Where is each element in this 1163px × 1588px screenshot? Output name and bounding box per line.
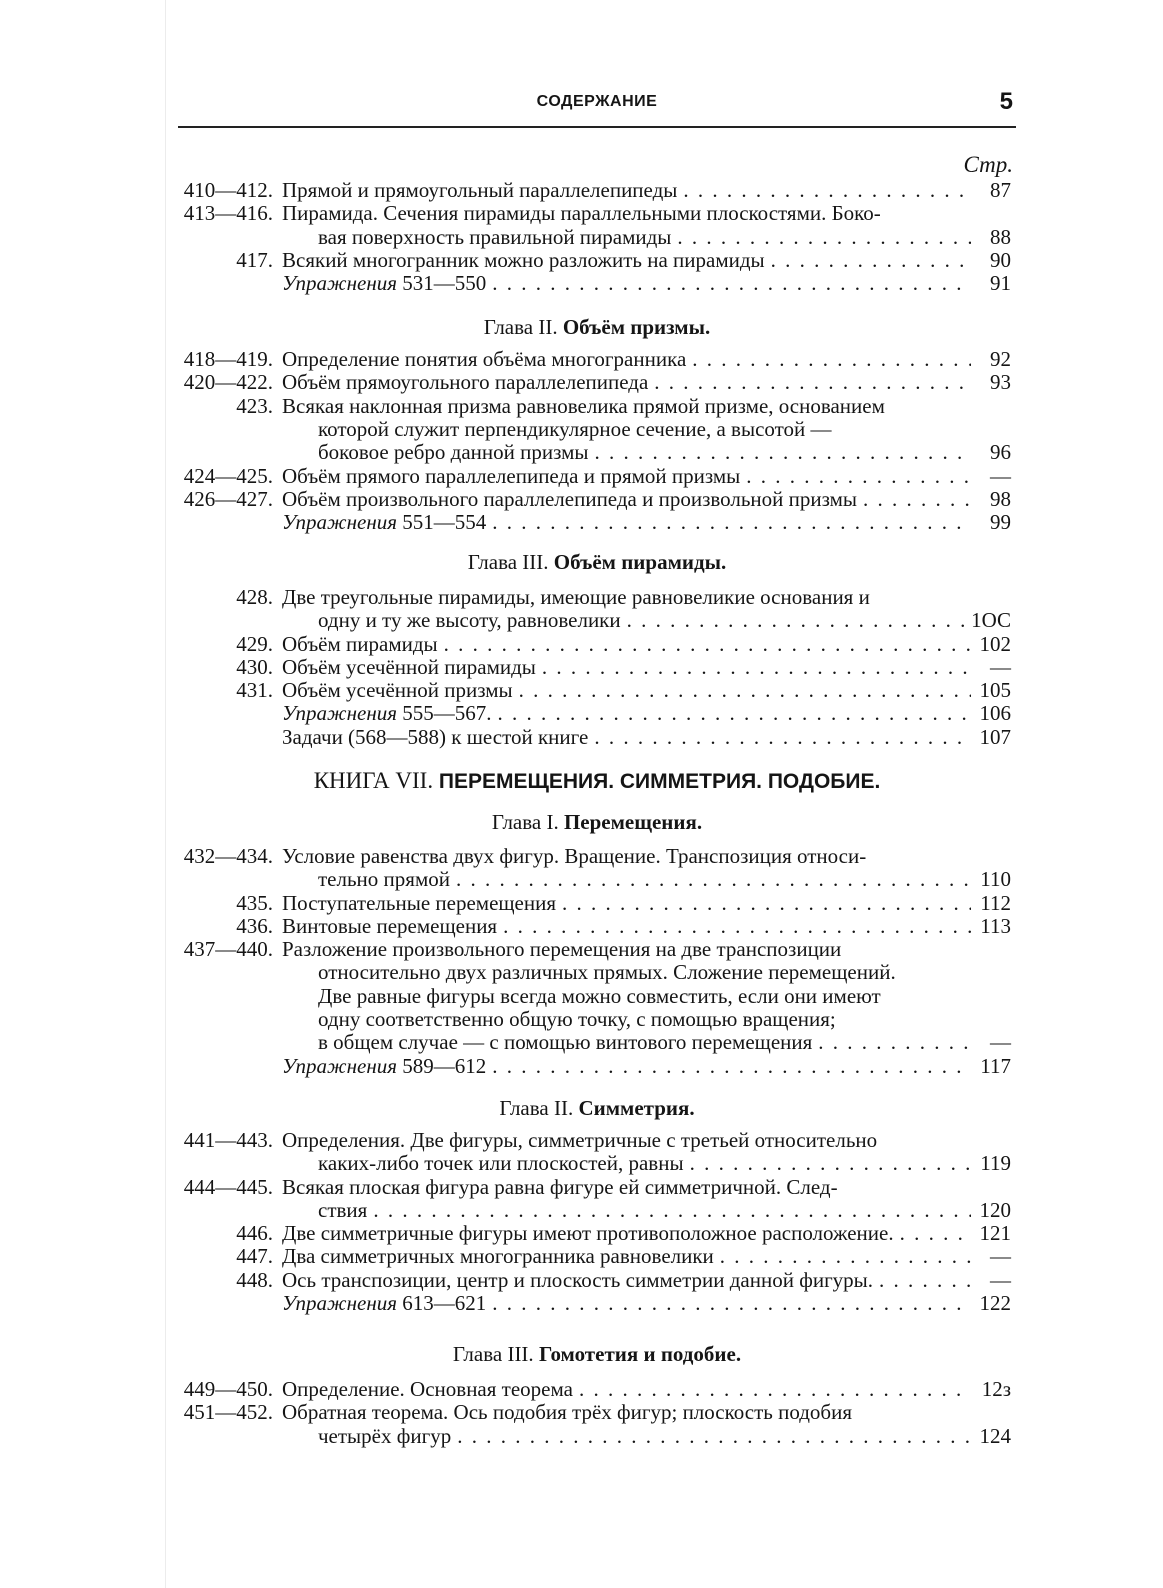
exercise-label-text: Упражнения [282, 271, 397, 295]
entry-title: Объём прямого параллелепипеда и прямой призмы [282, 464, 741, 488]
entry-text [282, 1400, 971, 1424]
toc-line [178, 585, 1016, 609]
entry-number: 432—434. [183, 844, 273, 868]
entry-text [318, 867, 971, 891]
entry-text [282, 1175, 971, 1199]
entry-page: 91 [990, 271, 1011, 295]
exercise-range: 551—554 [402, 510, 487, 534]
entry-page: 88 [990, 225, 1011, 249]
chapter-heading [178, 313, 1016, 341]
entry-title: Обратная теорема. Ось подобия трёх фигур; плоскость подобия [282, 1400, 853, 1424]
entry-title: Прямой и прямоугольный параллелепипеды [282, 178, 678, 202]
entry-text [318, 1198, 971, 1222]
entry-title: четырёх фигур [318, 1424, 452, 1448]
toc-line [178, 394, 1016, 418]
entry-title: которой служит перпендикулярное сечение, а высотой — [318, 417, 832, 441]
leader-dots [654, 370, 971, 394]
entry-number: 429. [236, 632, 273, 656]
entry-page: — [990, 1268, 1011, 1292]
toc-line [178, 1377, 1016, 1401]
page-number: 5 [999, 88, 1013, 115]
page-column-label: Стр. [963, 152, 1013, 177]
entry-text [282, 394, 971, 418]
chapter-title: Симметрия. [578, 1096, 695, 1120]
toc-line [178, 1151, 1016, 1175]
leader-dots [863, 487, 971, 511]
toc-line [178, 632, 1016, 656]
entry-page: — [990, 1244, 1011, 1268]
entry-page: — [990, 655, 1011, 679]
exercise-label-text: Упражнения [282, 510, 397, 534]
chapter-heading [178, 808, 1016, 836]
toc-line [178, 891, 1016, 915]
toc-line [178, 201, 1016, 225]
entry-number: 447. [236, 1244, 273, 1268]
entry-number: 410—412. [183, 178, 273, 202]
entry-number: 446. [236, 1221, 273, 1245]
exercise-label-text: Упражнения [282, 1054, 397, 1078]
entry-title: Определение. Основная теорема [282, 1377, 573, 1401]
entry-number: 418—419. [183, 347, 273, 371]
toc-line [178, 417, 1016, 441]
entry-title: Поступательные перемещения [282, 891, 557, 915]
entry-text [282, 1291, 971, 1315]
toc-line [178, 608, 1016, 632]
entry-page: 96 [990, 440, 1011, 464]
entry-title: Две симметричные фигуры имеют противоположное расположение. [282, 1221, 894, 1245]
toc-line [178, 440, 1016, 464]
entry-text [282, 248, 971, 272]
leader-dots [683, 178, 971, 202]
toc-line [178, 701, 1016, 725]
entry-page: 119 [980, 1151, 1011, 1175]
entry-title: Две треугольные пирамиды, имеющие равновеликие основания и [282, 585, 870, 609]
leader-dots [498, 701, 972, 725]
entry-title: одну соответственно общую точку, с помощью вращения; [318, 1007, 836, 1031]
entry-title: вая поверхность правильной пирамиды [318, 225, 672, 249]
entry-title: Объём усечённой призмы [282, 678, 513, 702]
toc-line [178, 655, 1016, 679]
leader-dots [492, 1054, 971, 1078]
scan-edge [165, 0, 166, 1588]
entry-title: Задачи (568—588) к шестой книге [282, 725, 589, 749]
chapter-label: Глава II. [499, 1096, 574, 1120]
entry-title: Объём усечённой пирамиды [282, 655, 536, 679]
entry-title: Ось транспозиции, центр и плоскость симметрии данной фигуры. [282, 1268, 874, 1292]
entry-text [282, 271, 971, 295]
entry-text [282, 585, 971, 609]
exercise-label [282, 510, 486, 534]
entry-text [282, 1377, 971, 1401]
entry-page: 1ОС [971, 608, 1011, 632]
leader-dots [771, 248, 971, 272]
entry-text [318, 1424, 971, 1448]
leader-dots [492, 510, 971, 534]
entry-title: Всякая наклонная призма равновелика прямой призме, основанием [282, 394, 885, 418]
entry-number: 444—445. [183, 1175, 273, 1199]
entry-text [282, 891, 971, 915]
entry-number: 437—440. [183, 937, 273, 961]
entry-text [282, 914, 971, 938]
entry-title: Разложение произвольного перемещения на две транспозиции [282, 937, 842, 961]
exercise-range: 613—621 [402, 1291, 487, 1315]
entry-text [318, 225, 971, 249]
entry-page: 99 [990, 510, 1011, 534]
entry-title: Определение понятия объёма многогранника [282, 347, 687, 371]
entry-text [282, 1244, 971, 1268]
chapter-title: Гомотетия и подобие. [538, 1342, 742, 1366]
leader-dots [457, 1424, 971, 1448]
entry-number: 413—416. [183, 201, 273, 225]
leader-dots [690, 1151, 971, 1175]
entry-page: 106 [979, 701, 1011, 725]
entry-page: 93 [990, 370, 1011, 394]
entry-text [318, 1030, 971, 1054]
entry-text [318, 960, 971, 984]
toc-line [178, 1198, 1016, 1222]
entry-text [282, 178, 971, 202]
toc-line [178, 225, 1016, 249]
exercise-label-text: Упражнения [282, 1291, 397, 1315]
entry-page: 107 [979, 725, 1011, 749]
entry-page: 92 [990, 347, 1011, 371]
entry-title: каких-либо точек или плоскостей, равны [318, 1151, 684, 1175]
entry-text [282, 1268, 971, 1292]
book-heading [178, 766, 1016, 796]
exercise-label [282, 1054, 486, 1078]
entry-title: Объём произвольного параллелепипеда и произвольной призмы [282, 487, 858, 511]
toc-line [178, 347, 1016, 371]
entry-page: 112 [980, 891, 1011, 915]
entry-text [282, 1054, 971, 1078]
chapter-heading [178, 1340, 1016, 1368]
entry-page: 90 [990, 248, 1011, 272]
entry-number: 448. [236, 1268, 273, 1292]
leader-dots [879, 1268, 971, 1292]
entry-text [318, 608, 971, 632]
entry-number: 449—450. [183, 1377, 273, 1401]
entry-text [282, 1128, 971, 1152]
toc-line [178, 1291, 1016, 1315]
entry-text [282, 370, 971, 394]
entry-text [282, 678, 971, 702]
entry-page: 122 [979, 1291, 1011, 1315]
toc-line [178, 1424, 1016, 1448]
entry-title: тельно прямой [318, 867, 450, 891]
exercise-range: 531—550 [402, 271, 487, 295]
entry-title: одну и ту же высоту, равновелики [318, 608, 621, 632]
entry-title: Всякая плоская фигура равна фигуре ей симметричной. След- [282, 1175, 838, 1199]
leader-dots [542, 655, 971, 679]
entry-number: 441—443. [183, 1128, 273, 1152]
entry-text [282, 655, 971, 679]
entry-title: Две равные фигуры всегда можно совместить, если они имеют [318, 984, 881, 1008]
leader-dots [594, 725, 971, 749]
toc-line [178, 678, 1016, 702]
toc-line [178, 1400, 1016, 1424]
entry-title: Определения. Две фигуры, симметричные с третьей относительно [282, 1128, 878, 1152]
chapter-label: Глава II. [483, 315, 558, 339]
entry-text [282, 1221, 971, 1245]
leader-dots [595, 440, 971, 464]
leader-dots [677, 225, 971, 249]
leader-dots [579, 1377, 971, 1401]
entry-page: 102 [979, 632, 1011, 656]
entry-title: боковое ребро данной призмы [318, 440, 589, 464]
entry-title: Всякий многогранник можно разложить на пирамиды [282, 248, 765, 272]
entry-text [318, 1007, 971, 1031]
entry-text [282, 347, 971, 371]
toc-line [178, 510, 1016, 534]
entry-number: 436. [236, 914, 273, 938]
entry-page: 124 [979, 1424, 1011, 1448]
toc-line [178, 487, 1016, 511]
toc-line [178, 1007, 1016, 1031]
entry-page: 12з [981, 1377, 1011, 1401]
toc-line [178, 1268, 1016, 1292]
leader-dots [519, 678, 971, 702]
toc-line [178, 844, 1016, 868]
exercise-label [282, 271, 486, 295]
entry-page: 121 [979, 1221, 1011, 1245]
chapter-label: Глава III. [467, 550, 549, 574]
entry-number: 423. [236, 394, 273, 418]
entry-title: Два симметричных многогранника равновелики [282, 1244, 714, 1268]
chapter-heading [178, 1094, 1016, 1122]
entry-text [282, 510, 971, 534]
entry-text [318, 417, 971, 441]
entry-number: 424—425. [183, 464, 273, 488]
entry-text [282, 937, 971, 961]
entry-number: 420—422. [183, 370, 273, 394]
leader-dots [444, 632, 971, 656]
toc-line [178, 725, 1016, 749]
toc-line [178, 1128, 1016, 1152]
entry-text [318, 1151, 971, 1175]
entry-page: — [990, 1030, 1011, 1054]
entry-page: 110 [980, 867, 1011, 891]
entry-title: Условие равенства двух фигур. Вращение. Транспозиция относи- [282, 844, 867, 868]
entry-text [282, 701, 971, 725]
entry-number: 426—427. [183, 487, 273, 511]
entry-page: 117 [980, 1054, 1011, 1078]
entry-page: — [990, 464, 1011, 488]
leader-dots [818, 1030, 971, 1054]
running-head-title: СОДЕРЖАНИЕ [536, 93, 658, 110]
exercise-range: 555—567. [402, 701, 492, 725]
entry-page: 113 [980, 914, 1011, 938]
chapter-label: Глава III. [452, 1342, 534, 1366]
leader-dots [503, 914, 971, 938]
running-head [178, 86, 1016, 128]
toc-line [178, 178, 1016, 202]
toc-line [178, 1175, 1016, 1199]
exercise-range: 589—612 [402, 1054, 487, 1078]
leader-dots [692, 347, 971, 371]
entry-title: Объём пирамиды [282, 632, 438, 656]
toc-line [178, 867, 1016, 891]
leader-dots [456, 867, 971, 891]
toc-line [178, 937, 1016, 961]
toc-line [178, 960, 1016, 984]
leader-dots [492, 271, 971, 295]
leader-dots [720, 1244, 971, 1268]
entry-title: Винтовые перемещения [282, 914, 498, 938]
entry-title: Объём прямоугольного параллелепипеда [282, 370, 649, 394]
toc-line [178, 1054, 1016, 1078]
leader-dots [627, 608, 971, 632]
leader-dots [746, 464, 971, 488]
entry-text [282, 201, 971, 225]
toc-line [178, 1030, 1016, 1054]
entry-title: относительно двух различных прямых. Сложение перемещений. [318, 960, 896, 984]
leader-dots [900, 1221, 971, 1245]
leader-dots [373, 1198, 971, 1222]
toc-line [178, 1244, 1016, 1268]
toc-line [178, 370, 1016, 394]
entry-text [282, 725, 971, 749]
entry-text [282, 464, 971, 488]
entry-number: 428. [236, 585, 273, 609]
toc-line [178, 271, 1016, 295]
chapter-title: Объём призмы. [562, 315, 711, 339]
exercise-label [282, 1291, 486, 1315]
entry-text [318, 440, 971, 464]
toc-line [178, 464, 1016, 488]
entry-page: 98 [990, 487, 1011, 511]
toc-line [178, 1221, 1016, 1245]
entry-number: 430. [236, 655, 273, 679]
chapter-heading [178, 548, 1016, 576]
book-title: ПЕРЕМЕЩЕНИЯ. СИММЕТРИЯ. ПОДОБИЕ. [438, 770, 881, 793]
entry-page: 120 [979, 1198, 1011, 1222]
entry-text [282, 844, 971, 868]
exercise-label [282, 701, 492, 725]
entry-title: в общем случае — с помощью винтового перемещения [318, 1030, 813, 1054]
entry-page: 105 [979, 678, 1011, 702]
book-label: КНИГА VII. [313, 768, 434, 793]
entry-text [318, 984, 971, 1008]
entry-number: 435. [236, 891, 273, 915]
leader-dots [492, 1291, 971, 1315]
exercise-label-text: Упражнения [282, 701, 397, 725]
entry-text [282, 487, 971, 511]
entry-number: 417. [236, 248, 273, 272]
leader-dots [562, 891, 971, 915]
entry-title: ствия [318, 1198, 368, 1222]
chapter-title: Перемещения. [563, 810, 703, 834]
toc-line [178, 248, 1016, 272]
entry-title: Пирамида. Сечения пирамиды параллельными плоскостями. Боко- [282, 201, 881, 225]
chapter-title: Объём пирамиды. [553, 550, 727, 574]
toc-line [178, 984, 1016, 1008]
entry-number: 431. [236, 678, 273, 702]
chapter-label: Глава I. [491, 810, 559, 834]
entry-number: 451—452. [183, 1400, 273, 1424]
entry-text [282, 632, 971, 656]
entry-page: 87 [990, 178, 1011, 202]
toc-line [178, 914, 1016, 938]
